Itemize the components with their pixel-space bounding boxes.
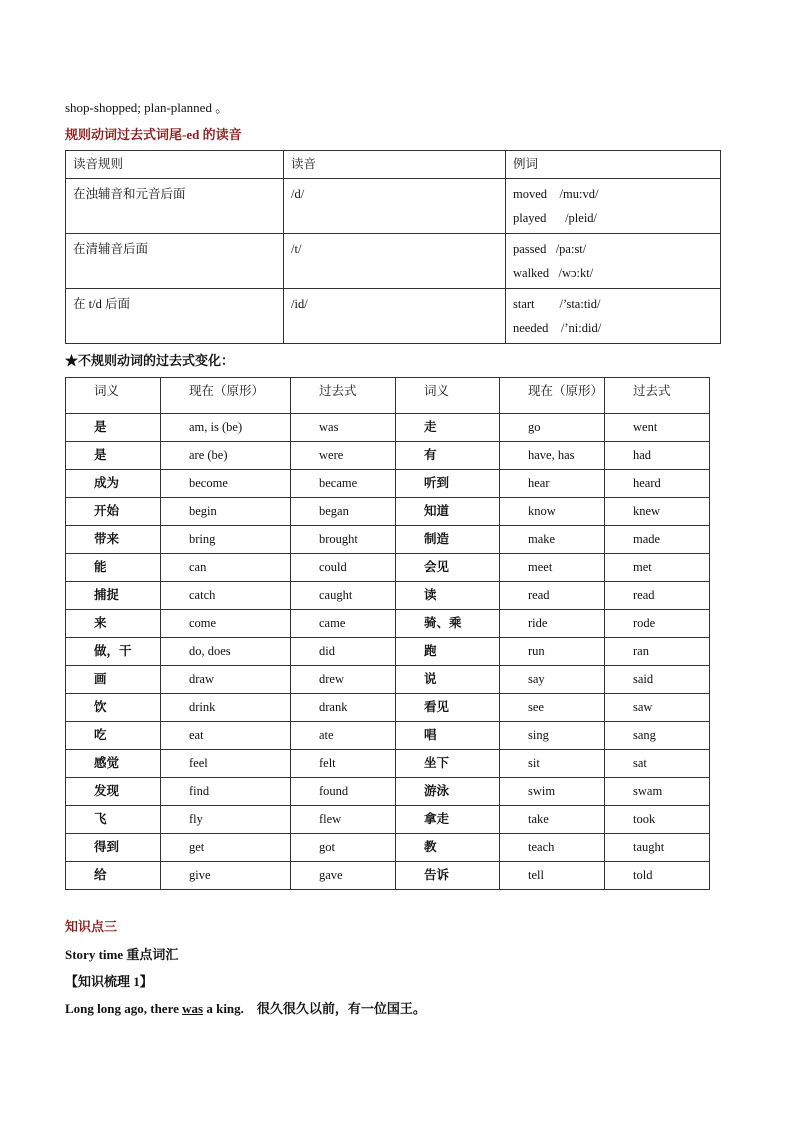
present-form-cell: give (161, 862, 291, 890)
meaning-cell: 带来 (66, 526, 161, 554)
past-form-cell: brought (291, 526, 396, 554)
example-underlined: was (182, 1001, 204, 1016)
present-form-cell: have, has (500, 442, 605, 470)
meaning-cell: 吃 (66, 722, 161, 750)
past-form-cell: got (291, 834, 396, 862)
table-row (66, 414, 710, 442)
meaning-cell: 制造 (396, 526, 500, 554)
header-cell: 词义 (66, 378, 161, 414)
past-form-cell: felt (291, 750, 396, 778)
present-form-cell: say (500, 666, 605, 694)
table-row (66, 582, 710, 610)
present-form-cell: eat (161, 722, 291, 750)
present-form-cell: sit (500, 750, 605, 778)
example-sentence (65, 998, 426, 1017)
table-row (66, 862, 710, 890)
header-cell: 过去式 (605, 378, 710, 414)
past-form-cell: told (605, 862, 710, 890)
table-row (66, 526, 710, 554)
table-row (66, 722, 710, 750)
meaning-cell: 游泳 (396, 778, 500, 806)
example-after: a king. 很久很久以前，有一位国王。 (203, 1001, 426, 1016)
meaning-cell: 走 (396, 414, 500, 442)
table-row (66, 442, 710, 470)
table-row (66, 638, 710, 666)
present-form-cell: drink (161, 694, 291, 722)
present-form-cell: hear (500, 470, 605, 498)
table-row (66, 470, 710, 498)
table-row (66, 806, 710, 834)
example-before: Long long ago, there (65, 1001, 183, 1016)
intro-line: shop-shopped; plan-planned 。 (65, 100, 229, 115)
rule-cell: 在清辅音后面 (66, 234, 284, 289)
present-form-cell: draw (161, 666, 291, 694)
present-form-cell: read (500, 582, 605, 610)
past-form-cell: was (291, 414, 396, 442)
meaning-cell: 告诉 (396, 862, 500, 890)
table-row (66, 554, 710, 582)
present-form-cell: find (161, 778, 291, 806)
table-row (66, 750, 710, 778)
meaning-cell: 得到 (66, 834, 161, 862)
past-form-cell: did (291, 638, 396, 666)
meaning-cell: 知道 (396, 498, 500, 526)
example-word: moved /mu:vd/ (513, 187, 599, 201)
past-form-cell: made (605, 526, 710, 554)
table-row (66, 666, 710, 694)
past-form-cell: met (605, 554, 710, 582)
present-form-cell: sing (500, 722, 605, 750)
header-cell: 现在（原形） (500, 378, 605, 414)
header-cell: 读音规则 (66, 151, 284, 179)
meaning-cell: 拿走 (396, 806, 500, 834)
present-form-cell: are (be) (161, 442, 291, 470)
regular-verbs-heading: 规则动词过去式词尾-ed 的读音 (65, 127, 242, 142)
past-form-cell: went (605, 414, 710, 442)
irregular-verbs-table (65, 377, 710, 890)
header-cell: 读音 (284, 151, 506, 179)
present-form-cell: am, is (be) (161, 414, 291, 442)
present-form-cell: become (161, 470, 291, 498)
sound-cell: /d/ (284, 179, 506, 234)
past-form-cell: rode (605, 610, 710, 638)
past-form-cell: could (291, 554, 396, 582)
past-form-cell: came (291, 610, 396, 638)
past-form-cell: knew (605, 498, 710, 526)
pronunciation-table (65, 150, 721, 344)
past-form-cell: were (291, 442, 396, 470)
present-form-cell: fly (161, 806, 291, 834)
present-form-cell: swim (500, 778, 605, 806)
meaning-cell: 来 (66, 610, 161, 638)
table-row (66, 179, 721, 234)
meaning-cell: 是 (66, 414, 161, 442)
meaning-cell: 跑 (396, 638, 500, 666)
table-row (66, 834, 710, 862)
present-form-cell: see (500, 694, 605, 722)
past-form-cell: saw (605, 694, 710, 722)
meaning-cell: 感觉 (66, 750, 161, 778)
past-form-cell: sang (605, 722, 710, 750)
present-form-cell: go (500, 414, 605, 442)
past-form-cell: took (605, 806, 710, 834)
present-form-cell: come (161, 610, 291, 638)
meaning-cell: 教 (396, 834, 500, 862)
past-form-cell: ran (605, 638, 710, 666)
sound-cell: /t/ (284, 234, 506, 289)
meaning-cell: 捕捉 (66, 582, 161, 610)
present-form-cell: feel (161, 750, 291, 778)
meaning-cell: 飞 (66, 806, 161, 834)
present-form-cell: meet (500, 554, 605, 582)
story-heading: Story time 重点词汇 (65, 947, 179, 962)
past-form-cell: ate (291, 722, 396, 750)
meaning-cell: 听到 (396, 470, 500, 498)
present-form-cell: run (500, 638, 605, 666)
present-form-cell: know (500, 498, 605, 526)
meaning-cell: 开始 (66, 498, 161, 526)
past-form-cell: drank (291, 694, 396, 722)
irregular-verbs-heading: ★不规则动词的过去式变化： (65, 353, 235, 368)
present-form-cell: can (161, 554, 291, 582)
meaning-cell: 坐下 (396, 750, 500, 778)
table-row (66, 694, 710, 722)
meaning-cell: 是 (66, 442, 161, 470)
meaning-cell: 画 (66, 666, 161, 694)
meaning-cell: 骑、乘 (396, 610, 500, 638)
present-form-cell: catch (161, 582, 291, 610)
header-cell: 过去式 (291, 378, 396, 414)
table-row (66, 610, 710, 638)
present-form-cell: get (161, 834, 291, 862)
present-form-cell: tell (500, 862, 605, 890)
past-form-cell: swam (605, 778, 710, 806)
present-form-cell: begin (161, 498, 291, 526)
section-label: 【知识梳理 1】 (65, 974, 153, 989)
example-word: needed /’ni:did/ (513, 321, 602, 335)
present-form-cell: teach (500, 834, 605, 862)
present-form-cell: bring (161, 526, 291, 554)
past-form-cell: had (605, 442, 710, 470)
meaning-cell: 成为 (66, 470, 161, 498)
example-cell (506, 289, 721, 344)
example-cell (506, 179, 721, 234)
table-row (66, 234, 721, 289)
past-form-cell: gave (291, 862, 396, 890)
example-word: passed /pa:st/ (513, 242, 587, 256)
meaning-cell: 会见 (396, 554, 500, 582)
meaning-cell: 饮 (66, 694, 161, 722)
meaning-cell: 有 (396, 442, 500, 470)
meaning-cell: 给 (66, 862, 161, 890)
meaning-cell: 发现 (66, 778, 161, 806)
past-form-cell: said (605, 666, 710, 694)
past-form-cell: sat (605, 750, 710, 778)
past-form-cell: read (605, 582, 710, 610)
past-form-cell: taught (605, 834, 710, 862)
present-form-cell: take (500, 806, 605, 834)
past-form-cell: began (291, 498, 396, 526)
example-word: walked /wɔ:kt/ (513, 266, 594, 280)
past-form-cell: flew (291, 806, 396, 834)
knowledge-point-label: 知识点三 (65, 919, 118, 934)
meaning-cell: 说 (396, 666, 500, 694)
present-form-cell: make (500, 526, 605, 554)
table-header-row (66, 151, 721, 179)
header-cell: 现在（原形） (161, 378, 291, 414)
past-form-cell: found (291, 778, 396, 806)
past-form-cell: caught (291, 582, 396, 610)
header-cell: 例词 (506, 151, 721, 179)
present-form-cell: ride (500, 610, 605, 638)
meaning-cell: 看见 (396, 694, 500, 722)
rule-cell: 在 t/d 后面 (66, 289, 284, 344)
table-row (66, 289, 721, 344)
meaning-cell: 能 (66, 554, 161, 582)
present-form-cell: do, does (161, 638, 291, 666)
sound-cell: /id/ (284, 289, 506, 344)
example-cell (506, 234, 721, 289)
header-cell: 词义 (396, 378, 500, 414)
past-form-cell: heard (605, 470, 710, 498)
example-word: played /pleid/ (513, 211, 598, 225)
meaning-cell: 读 (396, 582, 500, 610)
meaning-cell: 唱 (396, 722, 500, 750)
past-form-cell: became (291, 470, 396, 498)
meaning-cell: 做，干 (66, 638, 161, 666)
example-word: start /’sta:tid/ (513, 297, 601, 311)
table-row (66, 778, 710, 806)
table-header-row (66, 378, 710, 414)
rule-cell: 在浊辅音和元音后面 (66, 179, 284, 234)
past-form-cell: drew (291, 666, 396, 694)
table-row (66, 498, 710, 526)
